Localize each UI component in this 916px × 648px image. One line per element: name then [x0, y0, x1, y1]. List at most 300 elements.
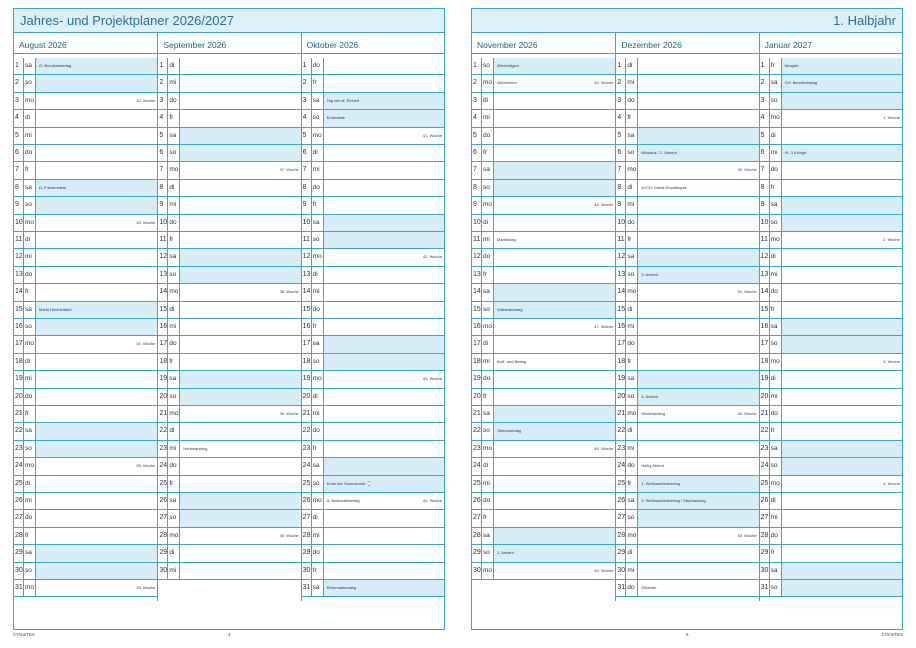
day-entry-cell[interactable] — [180, 93, 300, 109]
day-entry-cell[interactable] — [782, 563, 902, 579]
day-entry-cell[interactable] — [180, 458, 300, 474]
weekday-label: fr — [312, 197, 324, 213]
day-entry-cell[interactable] — [782, 406, 902, 422]
weekday-label: so — [168, 389, 180, 405]
weekday-label: so — [24, 197, 36, 213]
weekday-label: di — [312, 267, 324, 283]
day-number: 9 — [616, 197, 626, 213]
day-entry-cell[interactable] — [638, 371, 758, 387]
day-entry-cell[interactable] — [324, 75, 444, 91]
weekday-label: do — [482, 249, 494, 265]
holiday-note: Herbstanfang — [183, 445, 208, 451]
page-number-left: 4 — [228, 632, 231, 637]
day-row — [158, 389, 300, 406]
day-entry-cell[interactable] — [180, 476, 300, 492]
day-entry-cell[interactable] — [180, 389, 300, 405]
day-entry-cell[interactable] — [494, 284, 615, 300]
weekday-label: do — [168, 336, 180, 352]
day-entry-cell[interactable] — [782, 197, 902, 213]
day-entry-cell[interactable] — [494, 528, 615, 544]
day-entry-cell[interactable] — [494, 319, 615, 335]
day-entry-cell[interactable] — [324, 441, 444, 457]
day-entry-cell[interactable] — [638, 284, 758, 300]
day-number: 27 — [14, 510, 24, 526]
day-entry-cell[interactable] — [494, 406, 615, 422]
day-number: 7 — [158, 162, 168, 178]
day-entry-cell[interactable] — [782, 580, 902, 596]
weekday-label: mo — [482, 75, 494, 91]
weekday-label: do — [24, 389, 36, 405]
day-entry-cell[interactable] — [494, 458, 615, 474]
day-entry-cell[interactable] — [638, 458, 758, 474]
week-number: 44. Woche — [422, 498, 442, 503]
day-entry-cell[interactable] — [782, 545, 902, 561]
day-entry-cell[interactable] — [638, 580, 758, 596]
holiday-note: Reformationstag — [326, 585, 357, 590]
day-entry-cell[interactable] — [638, 476, 758, 492]
day-entry-cell[interactable] — [494, 510, 615, 526]
day-entry-cell[interactable] — [36, 145, 157, 161]
day-entry-cell[interactable] — [180, 545, 300, 561]
day-entry-cell[interactable] — [36, 423, 157, 439]
day-entry-cell[interactable] — [494, 563, 615, 579]
day-entry-cell[interactable] — [180, 284, 300, 300]
day-entry-cell[interactable] — [180, 510, 300, 526]
day-entry-cell[interactable] — [324, 354, 444, 370]
day-number: 9 — [158, 197, 168, 213]
day-entry-cell[interactable] — [494, 180, 615, 196]
day-entry-cell[interactable] — [324, 563, 444, 579]
day-entry-cell[interactable] — [782, 371, 902, 387]
day-entry-cell[interactable] — [180, 128, 300, 144]
weekday-label: di — [770, 371, 782, 387]
day-number: 9 — [302, 197, 312, 213]
day-row — [14, 110, 157, 127]
day-row — [760, 267, 902, 284]
day-entry-cell[interactable] — [36, 580, 157, 596]
day-number: 19 — [472, 371, 482, 387]
day-entry-cell[interactable] — [324, 284, 444, 300]
holiday-note: Heilig Abend — [641, 463, 664, 469]
day-entry-cell[interactable] — [36, 180, 157, 196]
weekday-label: mi — [482, 354, 494, 370]
day-entry-cell[interactable] — [494, 197, 615, 213]
day-entry-cell[interactable] — [494, 93, 615, 109]
day-entry-cell[interactable] — [782, 93, 902, 109]
day-entry-cell[interactable] — [180, 371, 300, 387]
day-number: 16 — [302, 319, 312, 335]
day-row — [302, 493, 444, 510]
holiday-note: Nikolaus / 2. Advent — [641, 150, 677, 155]
day-entry-cell[interactable] — [324, 389, 444, 405]
day-number: 26 — [616, 493, 626, 509]
day-entry-cell[interactable] — [36, 128, 157, 144]
day-entry-cell[interactable] — [324, 162, 444, 178]
day-entry-cell[interactable] — [638, 389, 758, 405]
weekday-label: sa — [24, 180, 36, 196]
day-entry-cell[interactable] — [638, 545, 758, 561]
day-number: 23 — [472, 441, 482, 457]
day-entry-cell[interactable] — [180, 319, 300, 335]
day-row — [158, 423, 300, 440]
day-entry-cell[interactable] — [324, 510, 444, 526]
day-entry-cell[interactable] — [494, 441, 615, 457]
day-entry-cell[interactable] — [638, 145, 758, 161]
day-number: 3 — [14, 93, 24, 109]
week-number: 50. Woche — [737, 167, 757, 173]
weekday-label: mi — [168, 319, 180, 335]
weekday-label: fr — [168, 110, 180, 126]
day-number: 1 — [14, 58, 24, 74]
day-entry-cell[interactable] — [494, 75, 615, 91]
day-entry-cell[interactable] — [782, 75, 902, 91]
day-entry-cell[interactable] — [324, 145, 444, 161]
day-entry-cell[interactable] — [638, 197, 758, 213]
day-entry-cell[interactable] — [36, 215, 157, 231]
day-entry-cell[interactable] — [638, 232, 758, 248]
day-row — [158, 215, 300, 232]
day-entry-cell[interactable] — [494, 336, 615, 352]
month-column — [301, 33, 444, 601]
day-entry-cell[interactable] — [36, 58, 157, 74]
day-row — [760, 510, 902, 527]
day-entry-cell[interactable] — [180, 75, 300, 91]
day-row — [616, 93, 758, 110]
day-entry-cell[interactable] — [782, 162, 902, 178]
day-row — [472, 93, 615, 110]
day-number: 24 — [616, 458, 626, 474]
day-entry-cell[interactable] — [638, 110, 758, 126]
day-number: 25 — [472, 476, 482, 492]
day-number: 4 — [158, 110, 168, 126]
day-entry-cell[interactable] — [638, 75, 758, 91]
day-entry-cell[interactable] — [324, 58, 444, 74]
weekday-label: do — [24, 145, 36, 161]
day-row — [760, 75, 902, 92]
day-number: 7 — [14, 162, 24, 178]
day-entry-cell[interactable] — [36, 441, 157, 457]
holiday-note: D: Friedensfest — [39, 184, 67, 190]
day-row — [472, 267, 615, 284]
day-entry-cell[interactable] — [180, 215, 300, 231]
day-entry-cell[interactable] — [324, 423, 444, 439]
day-number: 26 — [472, 493, 482, 509]
weekday-label: sa — [168, 249, 180, 265]
weekday-label: mi — [770, 389, 782, 405]
day-number: 11 — [302, 232, 312, 248]
day-entry-cell[interactable] — [638, 423, 758, 439]
day-entry-cell[interactable] — [180, 493, 300, 509]
day-entry-cell[interactable] — [36, 284, 157, 300]
day-entry-cell[interactable] — [638, 302, 758, 318]
day-entry-cell[interactable] — [324, 371, 444, 387]
day-row — [302, 510, 444, 527]
day-entry-cell[interactable] — [494, 110, 615, 126]
day-entry-cell[interactable] — [324, 249, 444, 265]
day-number: 22 — [302, 423, 312, 439]
day-entry-cell[interactable] — [180, 145, 300, 161]
day-entry-cell[interactable] — [782, 336, 902, 352]
day-entry-cell[interactable] — [782, 528, 902, 544]
day-entry-cell[interactable] — [36, 249, 157, 265]
day-entry-cell[interactable] — [324, 180, 444, 196]
day-entry-cell[interactable] — [494, 371, 615, 387]
day-entry-cell[interactable] — [782, 58, 902, 74]
weekday-label: sa — [770, 563, 782, 579]
day-entry-cell[interactable] — [324, 302, 444, 318]
day-row — [616, 232, 758, 249]
day-entry-cell[interactable] — [324, 232, 444, 248]
day-entry-cell[interactable] — [324, 110, 444, 126]
day-entry-cell[interactable] — [180, 249, 300, 265]
day-entry-cell[interactable] — [36, 563, 157, 579]
day-entry-cell[interactable] — [494, 249, 615, 265]
day-entry-cell[interactable] — [36, 93, 157, 109]
week-number: 3. Woche — [883, 358, 900, 364]
day-entry-cell[interactable] — [324, 458, 444, 474]
weekday-label: fr — [770, 58, 782, 74]
day-entry-cell[interactable] — [324, 215, 444, 231]
day-number: 25 — [14, 476, 24, 492]
day-entry-cell[interactable] — [638, 162, 758, 178]
day-entry-cell[interactable] — [36, 406, 157, 422]
day-number: 16 — [158, 319, 168, 335]
weekday-label: do — [770, 162, 782, 178]
day-entry-cell[interactable] — [180, 354, 300, 370]
day-entry-cell[interactable] — [782, 284, 902, 300]
day-entry-cell[interactable] — [638, 93, 758, 109]
day-entry-cell[interactable] — [180, 180, 300, 196]
day-row — [158, 284, 300, 301]
day-entry-cell[interactable] — [638, 528, 758, 544]
day-entry-cell[interactable] — [36, 197, 157, 213]
day-entry-cell[interactable] — [638, 249, 758, 265]
weekday-label: sa — [24, 545, 36, 561]
day-entry-cell[interactable] — [782, 354, 902, 370]
day-entry-cell[interactable] — [36, 162, 157, 178]
day-row — [616, 389, 758, 406]
day-number: 6 — [616, 145, 626, 161]
day-entry-cell[interactable] — [324, 580, 444, 596]
day-entry-cell[interactable] — [180, 110, 300, 126]
day-entry-cell[interactable] — [36, 510, 157, 526]
day-number: 21 — [158, 406, 168, 422]
weekday-label: do — [626, 93, 638, 109]
weekday-label: mo — [312, 493, 324, 509]
day-entry-cell[interactable] — [638, 441, 758, 457]
day-entry-cell[interactable] — [36, 476, 157, 492]
page-title: Jahres- und Projektplaner 2026/2027 — [14, 9, 444, 33]
day-entry-cell[interactable] — [180, 302, 300, 318]
day-entry-cell[interactable] — [180, 441, 300, 457]
weekday-label: fr — [626, 232, 638, 248]
day-entry-cell[interactable] — [180, 232, 300, 248]
day-entry-cell[interactable] — [494, 354, 615, 370]
day-entry-cell[interactable] — [36, 545, 157, 561]
day-entry-cell[interactable] — [180, 58, 300, 74]
day-entry-cell[interactable] — [180, 423, 300, 439]
day-entry-cell[interactable] — [324, 128, 444, 144]
day-entry-cell[interactable] — [494, 476, 615, 492]
day-row — [616, 180, 758, 197]
weekday-label: di — [482, 458, 494, 474]
day-entry-cell[interactable] — [782, 476, 902, 492]
day-entry-cell[interactable] — [180, 267, 300, 283]
day-entry-cell[interactable] — [638, 406, 758, 422]
day-entry-cell[interactable] — [180, 563, 300, 579]
day-number: 30 — [302, 563, 312, 579]
day-entry-cell[interactable] — [36, 302, 157, 318]
day-entry-cell[interactable] — [324, 319, 444, 335]
day-entry-cell[interactable] — [782, 423, 902, 439]
day-entry-cell[interactable] — [494, 267, 615, 283]
day-entry-cell[interactable] — [782, 441, 902, 457]
day-number: 8 — [616, 180, 626, 196]
day-number: 8 — [302, 180, 312, 196]
day-entry-cell[interactable] — [494, 545, 615, 561]
day-number: 12 — [760, 249, 770, 265]
weekday-label: di — [312, 145, 324, 161]
day-entry-cell[interactable] — [782, 493, 902, 509]
day-entry-cell[interactable] — [324, 528, 444, 544]
day-entry-cell[interactable] — [180, 336, 300, 352]
day-entry-cell[interactable] — [638, 563, 758, 579]
day-entry-cell[interactable] — [36, 354, 157, 370]
day-entry-cell[interactable] — [180, 162, 300, 178]
day-entry-cell[interactable] — [638, 510, 758, 526]
weekday-label: fr — [626, 476, 638, 492]
month-columns — [14, 33, 444, 601]
day-entry-cell[interactable] — [36, 389, 157, 405]
day-entry-cell[interactable] — [494, 162, 615, 178]
day-entry-cell[interactable] — [324, 545, 444, 561]
day-entry-cell[interactable] — [36, 319, 157, 335]
day-entry-cell[interactable] — [494, 389, 615, 405]
day-row — [616, 406, 758, 423]
day-entry-cell[interactable] — [494, 145, 615, 161]
day-row — [14, 354, 157, 371]
day-row — [616, 493, 758, 510]
day-entry-cell[interactable] — [36, 458, 157, 474]
day-entry-cell[interactable] — [36, 493, 157, 509]
day-entry-cell[interactable] — [36, 336, 157, 352]
weekday-label: sa — [168, 371, 180, 387]
holiday-note: Allerseelen — [497, 80, 517, 86]
day-entry-cell[interactable] — [494, 302, 615, 318]
day-number: 5 — [472, 128, 482, 144]
day-row — [158, 162, 300, 179]
day-entry-cell[interactable] — [638, 58, 758, 74]
day-row — [616, 441, 758, 458]
day-entry-cell[interactable] — [782, 145, 902, 161]
week-number: 49. Woche — [594, 567, 614, 573]
day-number: 30 — [616, 563, 626, 579]
day-entry-cell[interactable] — [324, 267, 444, 283]
day-row — [14, 249, 157, 266]
day-row — [472, 371, 615, 388]
month-title: Oktober 2026 — [302, 37, 444, 54]
day-entry-cell[interactable] — [324, 476, 444, 492]
day-entry-cell[interactable] — [782, 215, 902, 231]
day-entry-cell[interactable] — [638, 180, 758, 196]
day-entry-cell[interactable] — [324, 93, 444, 109]
day-entry-cell[interactable] — [180, 528, 300, 544]
day-entry-cell[interactable] — [782, 128, 902, 144]
weekday-label: mi — [626, 197, 638, 213]
day-number: 29 — [472, 545, 482, 561]
day-entry-cell[interactable] — [638, 215, 758, 231]
weekday-label: do — [312, 302, 324, 318]
day-entry-cell[interactable] — [782, 510, 902, 526]
day-entry-cell[interactable] — [638, 354, 758, 370]
day-row — [14, 197, 157, 214]
day-entry-cell[interactable] — [494, 493, 615, 509]
weekday-label: di — [770, 128, 782, 144]
day-number: 27 — [760, 510, 770, 526]
day-entry-cell[interactable] — [638, 319, 758, 335]
day-entry-cell[interactable] — [638, 336, 758, 352]
day-entry-cell[interactable] — [36, 110, 157, 126]
day-row — [302, 58, 444, 75]
day-entry-cell[interactable] — [36, 232, 157, 248]
weekday-label: mi — [626, 441, 638, 457]
day-number: 8 — [14, 180, 24, 196]
day-number: 5 — [158, 128, 168, 144]
weekday-label: di — [626, 545, 638, 561]
right-page — [471, 8, 903, 630]
day-entry-cell[interactable] — [782, 458, 902, 474]
day-entry-cell[interactable] — [36, 75, 157, 91]
day-number: 16 — [616, 319, 626, 335]
day-entry-cell[interactable] — [782, 110, 902, 126]
day-number: 25 — [760, 476, 770, 492]
day-entry-cell[interactable] — [782, 319, 902, 335]
day-entry-cell[interactable] — [324, 493, 444, 509]
day-row — [616, 128, 758, 145]
day-entry-cell[interactable] — [36, 528, 157, 544]
day-entry-cell[interactable] — [782, 249, 902, 265]
day-row — [302, 284, 444, 301]
weekday-label: so — [312, 476, 324, 492]
day-entry-cell[interactable] — [638, 128, 758, 144]
day-entry-cell[interactable] — [494, 423, 615, 439]
day-entry-cell[interactable] — [494, 58, 615, 74]
day-entry-cell[interactable] — [782, 232, 902, 248]
day-entry-cell[interactable] — [180, 197, 300, 213]
day-entry-cell[interactable] — [782, 180, 902, 196]
day-entry-cell[interactable] — [324, 406, 444, 422]
day-entry-cell[interactable] — [638, 267, 758, 283]
day-number: 31 — [14, 580, 24, 596]
day-entry-cell[interactable] — [782, 267, 902, 283]
day-entry-cell[interactable] — [494, 215, 615, 231]
day-entry-cell[interactable] — [180, 406, 300, 422]
holiday-note: Mariä Himmelfahrt — [39, 306, 72, 312]
day-entry-cell[interactable] — [324, 336, 444, 352]
day-entry-cell[interactable] — [782, 389, 902, 405]
day-row — [158, 493, 300, 510]
weekday-label: mi — [24, 128, 36, 144]
day-row — [302, 389, 444, 406]
day-entry-cell[interactable] — [36, 371, 157, 387]
day-entry-cell[interactable] — [638, 493, 758, 509]
day-entry-cell[interactable] — [494, 232, 615, 248]
day-row — [14, 545, 157, 562]
day-entry-cell[interactable] — [36, 267, 157, 283]
day-entry-cell[interactable] — [494, 128, 615, 144]
day-entry-cell[interactable] — [782, 302, 902, 318]
day-entry-cell[interactable] — [324, 197, 444, 213]
